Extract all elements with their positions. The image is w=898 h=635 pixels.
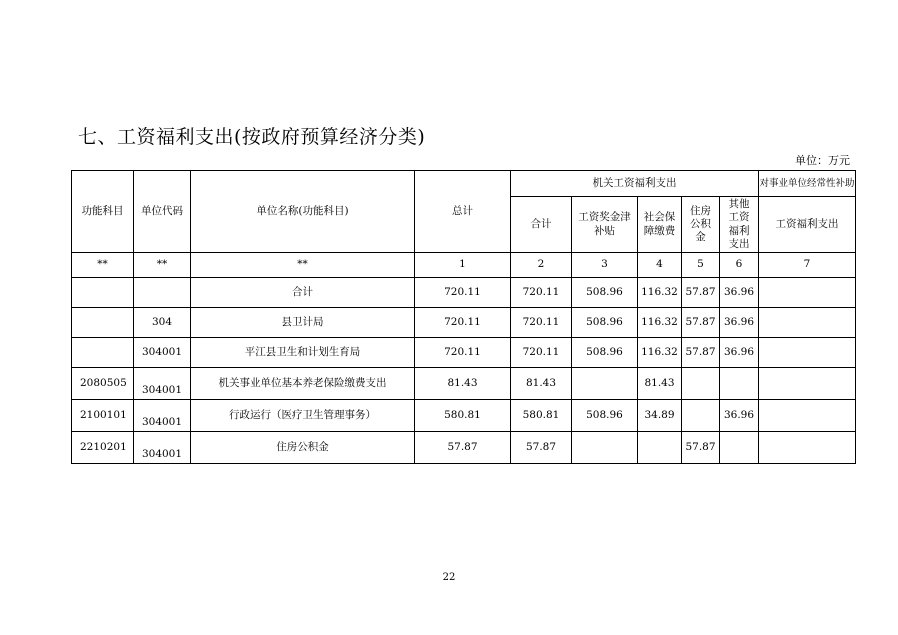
index-cell: 3 (572, 253, 638, 278)
header-housing: 住房公积金 (682, 197, 720, 253)
func-code-cell: 2080505 (72, 368, 134, 400)
social-cell: 116.32 (638, 308, 682, 338)
total-cell: 57.87 (415, 432, 511, 464)
total-cell: 580.81 (415, 400, 511, 432)
header-func-code: 功能科目 (72, 171, 134, 253)
social-cell: 116.32 (638, 338, 682, 368)
total-cell: 720.11 (415, 338, 511, 368)
other-cell: 36.96 (720, 338, 759, 368)
housing-cell (682, 368, 720, 400)
unit-label: 单位：万元 (795, 154, 850, 167)
housing-cell: 57.87 (682, 338, 720, 368)
table-row (72, 400, 856, 432)
salary-cell: 508.96 (572, 278, 638, 308)
social-cell (638, 432, 682, 464)
housing-cell: 57.87 (682, 308, 720, 338)
other-cell: 36.96 (720, 400, 759, 432)
unit-code-cell: 304001 (134, 432, 191, 464)
welfare-cell (759, 368, 856, 400)
table-row (72, 278, 856, 308)
salary-cell: 508.96 (572, 338, 638, 368)
unit-code-cell: 304 (134, 308, 191, 338)
other-cell (720, 368, 759, 400)
sum-cell: 720.11 (511, 308, 572, 338)
unit-name-cell: 平江县卫生和计划生育局 (191, 338, 415, 368)
unit-code-cell (134, 278, 191, 308)
func-code-cell: 2210201 (72, 432, 134, 464)
table-row (72, 308, 856, 338)
social-cell: 34.89 (638, 400, 682, 432)
header-unit-code: 单位代码 (134, 171, 191, 253)
salary-cell (572, 368, 638, 400)
sum-cell: 81.43 (511, 368, 572, 400)
total-cell: 720.11 (415, 308, 511, 338)
unit-name-cell: 机关事业单位基本养老保险缴费支出 (191, 368, 415, 400)
housing-cell (682, 400, 720, 432)
salary-welfare-table (71, 170, 856, 464)
social-cell: 81.43 (638, 368, 682, 400)
welfare-cell (759, 338, 856, 368)
index-row (72, 253, 856, 278)
unit-code-cell: 304001 (134, 368, 191, 400)
index-cell: 4 (638, 253, 682, 278)
header-welfare: 工资福利支出 (759, 197, 856, 253)
housing-cell: 57.87 (682, 278, 720, 308)
sum-cell: 580.81 (511, 400, 572, 432)
social-cell: 116.32 (638, 278, 682, 308)
header-group-a: 机关工资福利支出 (511, 171, 759, 197)
header-salary: 工资奖金津补贴 (572, 197, 638, 253)
housing-cell: 57.87 (682, 432, 720, 464)
unit-name-cell: 合计 (191, 278, 415, 308)
welfare-cell (759, 308, 856, 338)
page-number: 22 (442, 572, 456, 583)
salary-cell: 508.96 (572, 400, 638, 432)
total-cell: 81.43 (415, 368, 511, 400)
other-cell: 36.96 (720, 278, 759, 308)
header-unit-name: 单位名称(功能科目) (191, 171, 415, 253)
index-cell: 7 (759, 253, 856, 278)
unit-name-cell: 住房公积金 (191, 432, 415, 464)
index-cell: 2 (511, 253, 572, 278)
total-cell: 720.11 (415, 278, 511, 308)
welfare-cell (759, 432, 856, 464)
index-cell: 6 (720, 253, 759, 278)
header-sub-total: 合计 (511, 197, 572, 253)
index-cell: ** (191, 253, 415, 278)
index-cell: ** (72, 253, 134, 278)
other-cell: 36.96 (720, 308, 759, 338)
other-cell (720, 432, 759, 464)
unit-name-cell: 行政运行（医疗卫生管理事务） (191, 400, 415, 432)
header-social: 社会保障缴费 (638, 197, 682, 253)
unit-code-cell: 304001 (134, 400, 191, 432)
func-code-cell: 2100101 (72, 400, 134, 432)
salary-cell: 508.96 (572, 308, 638, 338)
page-title: 七、工资福利支出(按政府预算经济分类) (78, 126, 426, 148)
sum-cell: 720.11 (511, 278, 572, 308)
index-cell: 5 (682, 253, 720, 278)
welfare-cell (759, 400, 856, 432)
sum-cell: 57.87 (511, 432, 572, 464)
welfare-cell (759, 278, 856, 308)
func-code-cell (72, 308, 134, 338)
unit-code-cell: 304001 (134, 338, 191, 368)
table-row (72, 368, 856, 400)
header-other: 其他工资福利支出 (720, 197, 759, 253)
index-cell: 1 (415, 253, 511, 278)
func-code-cell (72, 278, 134, 308)
unit-name-cell: 县卫计局 (191, 308, 415, 338)
table-row (72, 432, 856, 464)
index-cell: ** (134, 253, 191, 278)
table-row (72, 338, 856, 368)
sum-cell: 720.11 (511, 338, 572, 368)
func-code-cell (72, 338, 134, 368)
header-total: 总计 (415, 171, 511, 253)
salary-cell (572, 432, 638, 464)
header-group-b: 对事业单位经常性补助 (759, 171, 856, 197)
